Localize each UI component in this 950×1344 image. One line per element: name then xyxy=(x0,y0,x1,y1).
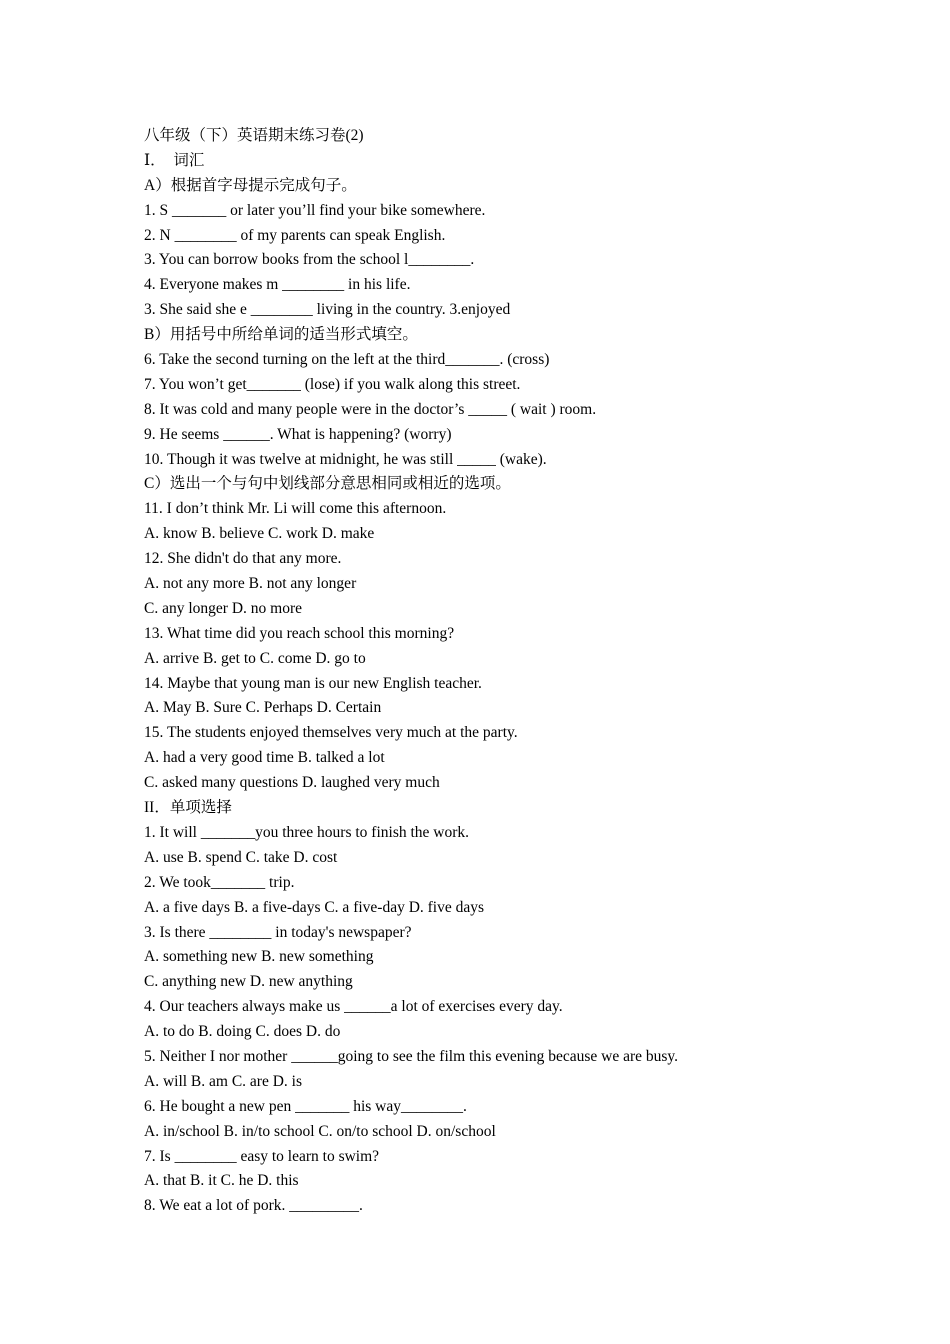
question-line: 3. Is there ________ in today's newspaper? xyxy=(144,923,412,941)
options-line: C. anything new D. new anything xyxy=(144,973,353,991)
question-line: 3. You can borrow books from the school l________. xyxy=(144,251,475,269)
question-line: 5. Neither I nor mother ______going to see the film this evening because we are busy. xyxy=(144,1047,679,1065)
options-line: A. arrive B. get to C. come D. go to xyxy=(144,649,366,667)
question-line: 2. We took_______ trip. xyxy=(144,873,295,891)
section-heading: II．单项选择 xyxy=(144,799,232,817)
question-line: 7. Is ________ easy to learn to swim? xyxy=(144,1147,380,1165)
options-line: C. any longer D. no more xyxy=(144,599,302,617)
question-line: 10. Though it was twelve at midnight, he was still _____ (wake). xyxy=(144,450,547,468)
question-line: 4. Our teachers always make us ______a lot of exercises every day. xyxy=(144,998,563,1016)
subsection-instruction: C）选出一个与句中划线部分意思相同或相近的选项。 xyxy=(144,475,511,493)
question-line: 15. The students enjoyed themselves very much at the party. xyxy=(144,724,518,742)
options-line: A. in/school B. in/to school C. on/to school D. on/school xyxy=(144,1122,496,1140)
question-line: 8. We eat a lot of pork. _________. xyxy=(144,1197,363,1215)
question-line: 8. It was cold and many people were in the doctor’s _____ ( wait ) room. xyxy=(144,400,597,418)
options-line: A. that B. it C. he D. this xyxy=(144,1172,299,1190)
question-line: 9. He seems ______. What is happening? (worry) xyxy=(144,425,452,443)
question-line: 7. You won’t get_______ (lose) if you walk along this street. xyxy=(144,375,521,393)
options-line: A. a five days B. a five-days C. a five-day D. five days xyxy=(144,898,485,916)
page-title: 八年级（下）英语期末练习卷(2) xyxy=(144,127,364,144)
subsection-instruction: A）根据首字母提示完成句子。 xyxy=(144,176,357,194)
question-line: 1. S _______ or later you’ll find your bike somewhere. xyxy=(144,201,486,219)
options-line: A. had a very good time B. talked a lot xyxy=(144,749,385,767)
section-heading: Ⅰ． 词汇 xyxy=(144,151,205,169)
question-line: 2. N ________ of my parents can speak English. xyxy=(144,226,446,244)
options-line: C. asked many questions D. laughed very much xyxy=(144,774,440,792)
exam-page xyxy=(144,124,904,1219)
options-line: A. know B. believe C. work D. make xyxy=(144,525,375,543)
options-line: A. will B. am C. are D. is xyxy=(144,1072,302,1090)
options-line: A. something new B. new something xyxy=(144,948,374,966)
question-line: 12. She didn't do that any more. xyxy=(144,550,342,568)
question-line: 4. Everyone makes m ________ in his life. xyxy=(144,276,411,294)
question-line: 6. Take the second turning on the left at the third_______. (cross) xyxy=(144,351,550,369)
options-line: A. to do B. doing C. does D. do xyxy=(144,1023,341,1041)
question-line: 6. He bought a new pen _______ his way________. xyxy=(144,1097,467,1115)
subsection-instruction: B）用括号中所给单词的适当形式填空。 xyxy=(144,326,418,344)
question-line: 13. What time did you reach school this morning? xyxy=(144,624,455,642)
question-line: 3. She said she e ________ living in the country. 3.enjoyed xyxy=(144,301,511,319)
question-line: 1. It will _______you three hours to finish the work. xyxy=(144,823,470,841)
question-line: 14. Maybe that young man is our new English teacher. xyxy=(144,674,482,692)
options-line: A. use B. spend C. take D. cost xyxy=(144,848,338,866)
options-line: A. not any more B. not any longer xyxy=(144,575,357,593)
question-line: 11. I don’t think Mr. Li will come this afternoon. xyxy=(144,500,447,518)
options-line: A. May B. Sure C. Perhaps D. Certain xyxy=(144,699,382,717)
